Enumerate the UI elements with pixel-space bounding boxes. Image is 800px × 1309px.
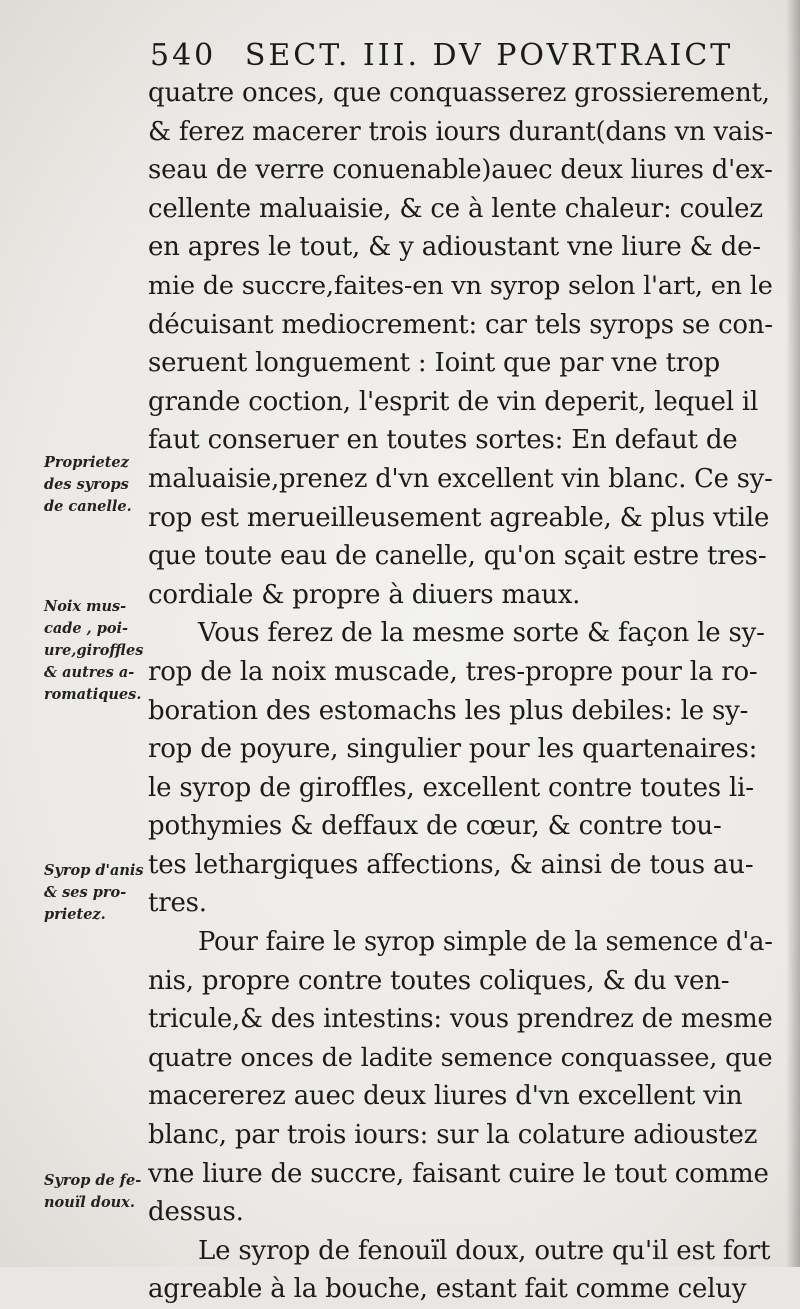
text-line: boration des estomachs les plus debiles: le sy- xyxy=(148,695,749,726)
page-number: 540 xyxy=(150,38,217,73)
text-line: agreable à la bouche, estant fait comme celuy xyxy=(148,1274,747,1305)
text-line: tes lethargiques affections, & ainsi de tous au- xyxy=(148,849,754,880)
margin-note-line: & ses pro- xyxy=(44,884,127,901)
margin-note-line: romatiques. xyxy=(44,686,142,703)
text-line: quatre onces de ladite semence conquassee, que xyxy=(148,1042,773,1073)
text-line: seau de verre conuenable)auec deux liures d'ex- xyxy=(148,155,773,186)
text-line: rop est merueilleusement agreable, & plus vtile xyxy=(148,502,770,533)
running-title: SECT. III. DV POVRTRAICT xyxy=(244,38,734,73)
text-line: pothymies & deffaux de cœur, & contre tou- xyxy=(148,811,722,842)
paragraph-start-line: Pour faire le syrop simple de la semence d'a- xyxy=(198,927,773,958)
margin-note-syrop-fenouil xyxy=(44,1170,162,1214)
page-edge-shadow xyxy=(786,0,800,1267)
text-line: faut conseruer en toutes sortes: En defaut de xyxy=(148,425,738,456)
margin-note-line: ure,giroffles xyxy=(44,642,144,659)
text-line: maluaisie,prenez d'vn excellent vin blanc. Ce sy- xyxy=(148,463,773,494)
margin-note-line: prietez. xyxy=(44,906,106,923)
text-line: & ferez macerer trois iours durant(dans vn vais- xyxy=(148,116,773,147)
text-line: en apres le tout, & y adioustant vne liure & de- xyxy=(148,232,761,263)
margin-note-line: cade , poi- xyxy=(44,620,129,637)
margin-note-line: Syrop d'anis xyxy=(44,862,144,879)
main-text xyxy=(148,74,773,1309)
text-line: quatre onces, que conquasserez grossierement, xyxy=(148,78,770,108)
paragraph-start-line: Vous ferez de la mesme sorte & façon le sy- xyxy=(198,618,765,649)
text-line: cordiale & propre à diuers maux. xyxy=(148,579,581,610)
margin-note-line: & autres a- xyxy=(44,664,135,681)
text-line: tricule,& des intestins: vous prendrez de mesme xyxy=(148,1004,773,1035)
text-line: dessus. xyxy=(148,1197,244,1228)
text-line: grande coction, l'esprit de vin deperit, lequel il xyxy=(148,386,759,417)
text-line: nis, propre contre toutes coliques, & du ven- xyxy=(148,965,730,996)
text-line: cellente maluaisie, & ce à lente chaleur: coulez xyxy=(148,193,763,224)
paragraph-start-line: Le syrop de fenouïl doux, outre qu'il est fort xyxy=(198,1235,771,1266)
running-header xyxy=(150,36,734,76)
text-line: tres. xyxy=(148,888,207,919)
text-line: rop de poyure, singulier pour les quartenaires: xyxy=(148,734,758,765)
text-line: vne liure de succre, faisant cuire le tout comme xyxy=(148,1158,769,1189)
margin-note-line: des syrops xyxy=(44,476,129,493)
margin-note-line: Proprietez xyxy=(44,454,129,471)
text-line: blanc, par trois iours: sur la colature adioustez xyxy=(148,1120,758,1151)
margin-note-proprietez xyxy=(44,452,162,518)
text-line: rop de la noix muscade, tres-propre pour la ro- xyxy=(148,656,758,687)
margin-note-syrop-anis xyxy=(44,860,162,926)
text-line: décuisant mediocrement: car tels syrops se con- xyxy=(148,309,773,340)
margin-note-noix-muscade xyxy=(44,596,162,706)
text-line: seruent longuement : Ioint que par vne trop xyxy=(148,348,720,379)
margin-note-line: Syrop de fe- xyxy=(44,1172,142,1189)
text-line: que toute eau de canelle, qu'on sçait estre tres- xyxy=(148,541,767,572)
text-line: mie de succre,faites-en vn syrop selon l'art, en le xyxy=(148,270,773,301)
margin-note-line: Noix mus- xyxy=(44,598,127,615)
margin-note-line: de canelle. xyxy=(44,498,132,515)
text-line: le syrop de giroffles, excellent contre toutes li- xyxy=(148,772,754,803)
margin-note-line: nouïl doux. xyxy=(44,1194,135,1211)
text-line: macererez auec deux liures d'vn excellent vin xyxy=(148,1081,743,1112)
